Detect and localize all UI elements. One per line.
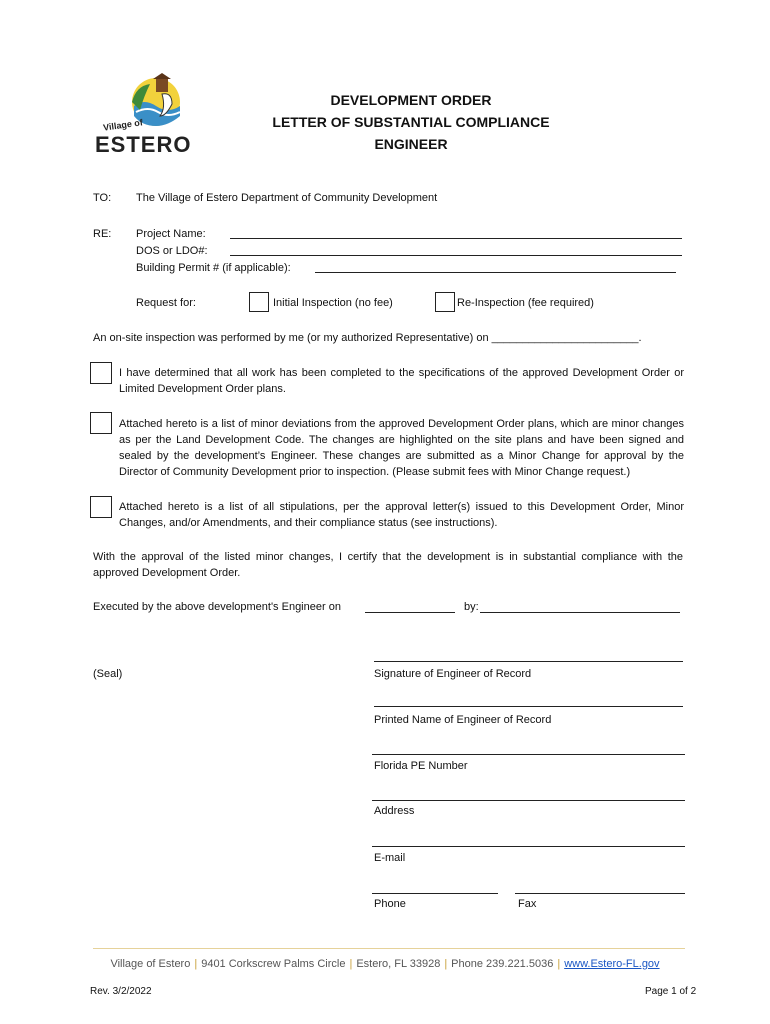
initial-inspection-label: Initial Inspection (no fee): [273, 297, 393, 309]
revision-date: Rev. 3/2/2022: [90, 986, 152, 997]
phone-field[interactable]: [372, 893, 498, 894]
reinspection-label: Re-Inspection (fee required): [457, 297, 594, 309]
fax-field[interactable]: [515, 893, 685, 894]
printed-name-field[interactable]: [374, 706, 683, 707]
to-label: TO:: [93, 192, 112, 204]
footer-separator: |: [194, 958, 198, 970]
building-permit-field[interactable]: [315, 272, 676, 273]
footer-separator: |: [444, 958, 448, 970]
pe-number-label: Florida PE Number: [374, 760, 468, 772]
footer-separator: |: [557, 958, 561, 970]
address-label: Address: [374, 805, 415, 817]
executed-date-field[interactable]: [365, 612, 455, 613]
footer: [0, 958, 770, 970]
address-field[interactable]: [372, 800, 685, 801]
minor-deviations-text: Attached hereto is a list of minor deviations from the approved Development Order plans, which are minor changes as per the Land Development Code. The changes are highlighted on the site plans and have been signed and sealed by the development’s Engineer. These changes are submitted as a Minor Change for approval by the Director of Community Development prior to inspection. (Please submit fees with Minor Change request.): [119, 418, 684, 478]
footer-divider: [93, 948, 685, 949]
footer-org: Village of Estero: [110, 958, 191, 970]
initial-inspection-checkbox[interactable]: [249, 292, 269, 312]
stipulations-checkbox[interactable]: [90, 496, 112, 518]
title-line-1: DEVELOPMENT ORDER: [330, 92, 492, 108]
email-label: E-mail: [374, 852, 406, 864]
page-number: Page 1 of 2: [645, 986, 697, 997]
to-value: The Village of Estero Department of Community Development: [136, 192, 438, 204]
pe-number-field[interactable]: [372, 754, 685, 755]
executed-by-field[interactable]: [480, 612, 680, 613]
title-line-2: LETTER OF SUBSTANTIAL COMPLIANCE: [272, 114, 550, 130]
signature-label: Signature of Engineer of Record: [374, 668, 532, 680]
title-line-3: ENGINEER: [374, 136, 448, 152]
footer-address: 9401 Corkscrew Palms Circle: [201, 958, 346, 970]
footer-city: Estero, FL 33928: [356, 958, 441, 970]
inspection-statement: An on-site inspection was performed by me (or my authorized Representative) on ________________________.: [93, 332, 642, 344]
reinspection-checkbox[interactable]: [435, 292, 455, 312]
re-label: RE:: [93, 228, 112, 240]
seal-label: (Seal): [93, 668, 123, 680]
footer-separator: |: [349, 958, 353, 970]
executed-by-label: Executed by the above development's Engineer on: [93, 601, 341, 613]
printed-name-label: Printed Name of Engineer of Record: [374, 714, 552, 726]
work-complete-checkbox[interactable]: [90, 362, 112, 384]
by-label: by:: [464, 601, 479, 613]
logo-name-text: ESTERO: [95, 132, 192, 157]
dos-ldo-field[interactable]: [230, 255, 682, 256]
building-permit-label: Building Permit # (if applicable):: [136, 262, 291, 274]
project-name-label: Project Name:: [136, 228, 206, 240]
footer-website-link[interactable]: www.Estero-FL.gov: [564, 958, 660, 970]
certification-text: With the approval of the listed minor changes, I certify that the development is in substantial compliance with the approved Development Order.: [93, 551, 683, 579]
dos-ldo-label: DOS or LDO#:: [136, 245, 208, 257]
signature-field[interactable]: [374, 661, 683, 662]
footer-phone: Phone 239.221.5036: [451, 958, 554, 970]
phone-label: Phone: [374, 898, 406, 910]
fax-label: Fax: [518, 898, 537, 910]
logo-village-text: Village of: [102, 117, 144, 133]
project-name-field[interactable]: [230, 238, 682, 239]
stipulations-text: Attached hereto is a list of all stipulations, per the approval letter(s) issued to this Development Order, Minor Changes, and/or Amendments, and their compliance status (see instructions).: [119, 501, 684, 529]
work-complete-text: I have determined that all work has been completed to the specifications of the approved Development Order or Limited Development Order plans.: [119, 367, 684, 395]
email-field[interactable]: [372, 846, 685, 847]
request-for-label: Request for:: [136, 297, 196, 309]
estero-logo: [93, 72, 193, 162]
minor-deviations-checkbox[interactable]: [90, 412, 112, 434]
